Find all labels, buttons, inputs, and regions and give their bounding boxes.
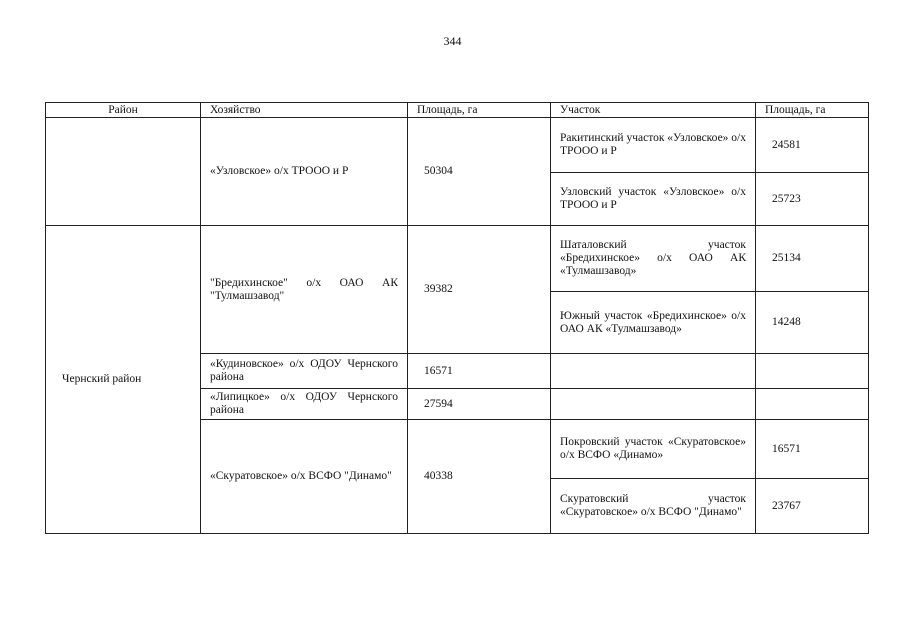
plot-cell: Узловский участок «Узловское» о/х ТРООО и Р bbox=[551, 173, 756, 226]
plot-area-cell-empty bbox=[756, 354, 869, 389]
farm-cell: «Скуратовское» о/х ВСФО "Динамо" bbox=[201, 420, 408, 534]
plot-cell: Покровский участок «Скуратовское» о/х ВСФО «Динамо» bbox=[551, 420, 756, 479]
plot-cell: Ракитинский участок «Узловское» о/х ТРООО и Р bbox=[551, 118, 756, 173]
plot-cell: Южный участок «Бредихинское» о/х ОАО АК «Тулмашзавод» bbox=[551, 292, 756, 354]
header-plot-area: Площадь, га bbox=[756, 103, 869, 118]
farm-area-cell: 39382 bbox=[408, 226, 551, 354]
plot-area-cell: 16571 bbox=[756, 420, 869, 479]
farm-cell: «Кудиновское» о/х ОДОУ Чернского района bbox=[201, 354, 408, 389]
plot-area-cell: 24581 bbox=[756, 118, 869, 173]
plot-area-cell: 25134 bbox=[756, 226, 869, 292]
page-number: 344 bbox=[443, 34, 462, 48]
plot-area-cell: 14248 bbox=[756, 292, 869, 354]
plot-area-cell-empty bbox=[756, 389, 869, 420]
plot-area-cell: 25723 bbox=[756, 173, 869, 226]
header-farm: Хозяйство bbox=[201, 103, 408, 118]
plot-cell-empty bbox=[551, 354, 756, 389]
farm-cell: "Бредихинское" о/х ОАО АК "Тулмашзавод" bbox=[201, 226, 408, 354]
table-row bbox=[46, 118, 869, 173]
plot-cell: Скуратовский участок «Скуратовское» о/х ВСФО "Динамо" bbox=[551, 479, 756, 534]
farm-area-cell: 40338 bbox=[408, 420, 551, 534]
plot-cell-empty bbox=[551, 389, 756, 420]
region-cell: Чернский район bbox=[46, 226, 201, 534]
region-cell-empty bbox=[46, 118, 201, 226]
plot-area-cell: 23767 bbox=[756, 479, 869, 534]
header-region: Район bbox=[46, 103, 201, 118]
table-row bbox=[46, 226, 869, 292]
header-plot: Участок bbox=[551, 103, 756, 118]
farm-area-cell: 27594 bbox=[408, 389, 551, 420]
farm-cell: «Липицкое» о/х ОДОУ Чернского района bbox=[201, 389, 408, 420]
farm-area-cell: 50304 bbox=[408, 118, 551, 226]
plot-cell: Шаталовский участок «Бредихинское» о/х ОАО АК «Тулмашзавод» bbox=[551, 226, 756, 292]
header-area: Площадь, га bbox=[408, 103, 551, 118]
header-row bbox=[46, 103, 869, 118]
farm-area-cell: 16571 bbox=[408, 354, 551, 389]
farm-cell: «Узловское» о/х ТРООО и Р bbox=[201, 118, 408, 226]
land-table bbox=[45, 102, 869, 534]
